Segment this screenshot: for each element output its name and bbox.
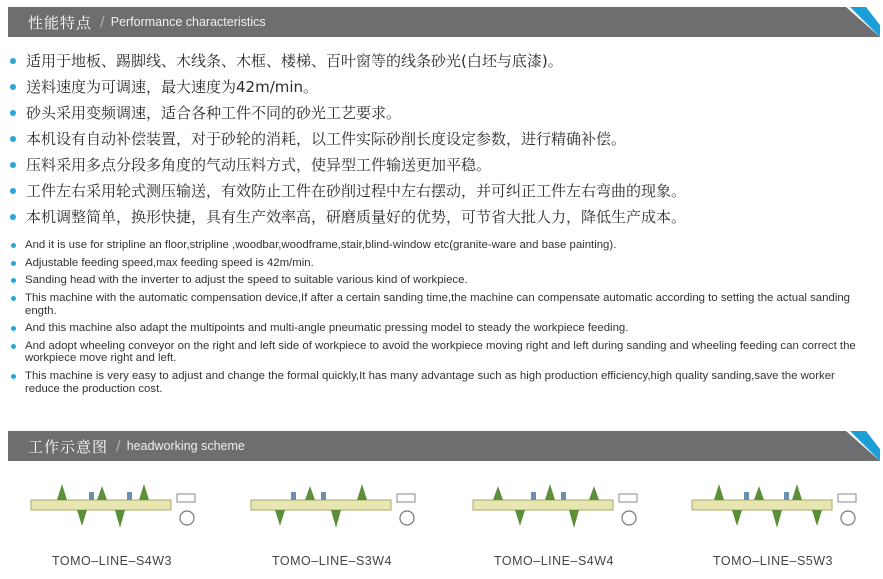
machine-diagram-icon [688, 478, 858, 540]
en-feature-item: Sanding head with the inverter to adjust the speed to suitable various kind of workpiece. [10, 274, 872, 287]
cn-feature-item: 工件左右采用轮式测压输送，有效防止工件在砂削过程中左右摆动，并可纠正工件左右弯曲的现象。 [10, 178, 870, 204]
scheme-card [454, 478, 654, 578]
scheme-header [8, 431, 880, 461]
scheme-card [12, 478, 212, 578]
en-feature-item: And this machine also adapt the multipoints and multi-angle pneumatic pressing model to steady the workpiece feeding. [10, 322, 872, 335]
scheme-label: TOMO–LINE–S4W3 [51, 554, 172, 568]
scheme-card [232, 478, 432, 578]
performance-title-en: Performance characteristics [110, 15, 266, 29]
en-feature-item: And adopt wheeling conveyor on the right and left side of workpiece to avoid the workpiece moving right and left during sanding and wheeling feeding can correct the workpiece move right and left. [10, 340, 872, 365]
scheme-label: TOMO–LINE–S3W4 [271, 554, 392, 568]
cn-feature-item: 本机设有自动补偿装置，对于砂轮的消耗，以工件实际砂削长度设定参数，进行精确补偿。 [10, 126, 870, 152]
scheme-label: TOMO–LINE–S4W4 [493, 554, 614, 568]
machine-diagram-icon [247, 478, 417, 540]
scheme-label: TOMO–LINE–S5W3 [712, 554, 833, 568]
cn-feature-item: 适用于地板、踢脚线、木线条、木框、楼梯、百叶窗等的线条砂光(白坯与底漆)。 [10, 48, 870, 74]
en-feature-list [10, 239, 872, 400]
cn-feature-item: 本机调整简单，换形快捷，具有生产效率高，研磨质量好的优势，可节省大批人力，降低生产成本。 [10, 204, 870, 230]
cn-feature-item: 压料采用多点分段多角度的气动压料方式，使异型工件输送更加平稳。 [10, 152, 870, 178]
scheme-title-en: headworking scheme [126, 439, 245, 453]
corner-accent-icon [846, 7, 880, 37]
en-feature-item: This machine is very easy to adjust and change the formal quickly,It has many advantage such as high production efficiency,high quality sanding,save the worker reduce the production cost. [10, 370, 872, 395]
cn-feature-list [10, 48, 870, 230]
title-separator: / [116, 438, 121, 454]
corner-accent-icon [846, 431, 880, 461]
performance-title-cn: 性能特点 [28, 13, 93, 32]
performance-header [8, 7, 880, 37]
title-separator: / [100, 14, 105, 30]
cn-feature-item: 砂头采用变频调速，适合各种工件不同的砂光工艺要求。 [10, 100, 870, 126]
en-feature-item: Adjustable feeding speed,max feeding speed is 42m/min. [10, 257, 872, 270]
cn-feature-item: 送料速度为可调速，最大速度为42m/min。 [10, 74, 870, 100]
machine-diagram-icon [27, 478, 197, 540]
machine-diagram-icon [469, 478, 639, 540]
en-feature-item: This machine with the automatic compensation device,If after a certain sanding time,the machine can compensate automatic according to setting the actual sanding ength. [10, 292, 872, 317]
scheme-card [673, 478, 873, 578]
en-feature-item: And it is use for stripline an floor,stripline ,woodbar,woodframe,stair,blind-window etc(granite-ware and base painting). [10, 239, 872, 252]
scheme-title-cn: 工作示意图 [28, 437, 109, 456]
scheme-gallery [0, 478, 883, 578]
